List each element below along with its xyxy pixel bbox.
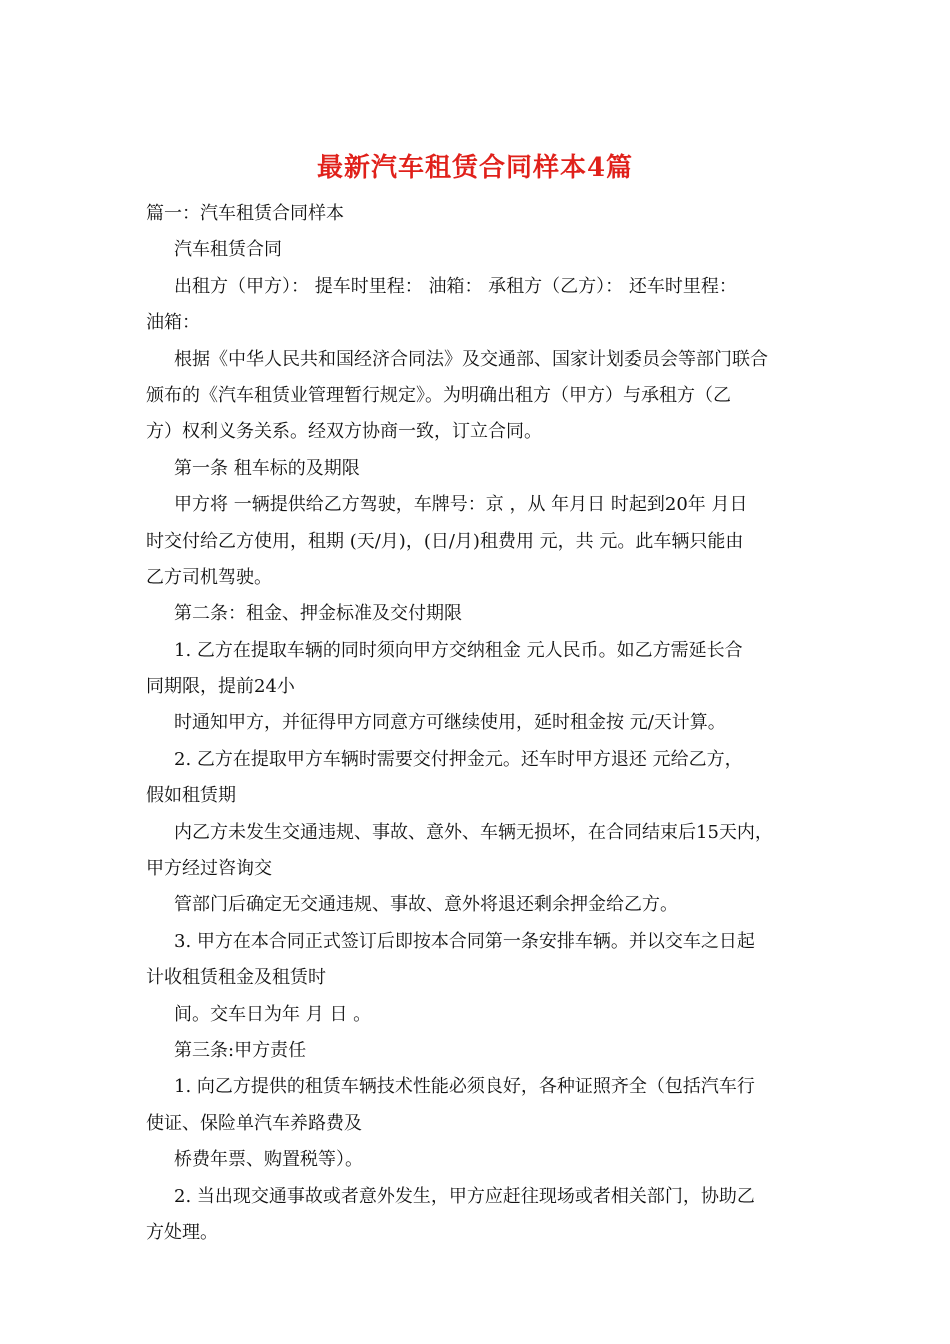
text-line: 2. 当出现交通事故或者意外发生，甲方应赶往现场或者相关部门，协助乙 — [174, 1185, 755, 1207]
text-line: 汽车租赁合同 — [174, 239, 282, 261]
text-line: 第二条：租金、押金标准及交付期限 — [174, 603, 462, 625]
text-line: 1. 乙方在提取车辆的同时须向甲方交纳租金 元人民币。如乙方需延长合 — [174, 639, 743, 661]
text-line: 乙方司机驾驶。 — [146, 566, 272, 588]
document-title: 最新汽车租赁合同样本4篇 — [316, 153, 634, 183]
text-line: 甲方经过咨询交 — [146, 858, 272, 880]
text-line: 第三条:甲方责任 — [174, 1039, 307, 1061]
text-line: 1. 向乙方提供的租赁车辆技术性能必须良好，各种证照齐全（包括汽车行 — [174, 1076, 755, 1098]
text-line: 甲方将 一辆提供给乙方驾驶，车牌号：京 ，从 年月日 时起到20年 月日 — [174, 494, 748, 516]
text-line: 根据《中华人民共和国经济合同法》及交通部、国家计划委员会等部门联合 — [174, 348, 768, 370]
text-line: 桥费年票、购置税等）。 — [174, 1149, 363, 1171]
document-body — [146, 196, 806, 1251]
text-line: 管部门后确定无交通违规、事故、意外将退还剩余押金给乙方。 — [174, 894, 678, 916]
text-line: 使证、保险单汽车养路费及 — [146, 1112, 362, 1134]
text-line: 假如租赁期 — [146, 785, 236, 807]
text-line: 篇一：汽车租赁合同样本 — [146, 203, 344, 224]
text-line: 间。交车日为年 月 日 。 — [174, 1003, 372, 1025]
text-line: 同期限，提前24小 — [146, 676, 295, 698]
text-line: 时交付给乙方使用，租期 (天/月)，(日/月)租费用 元，共 元。此车辆只能由 — [146, 530, 744, 552]
text-line: 3. 甲方在本合同正式签订后即按本合同第一条安排车辆。并以交车之日起 — [174, 930, 755, 952]
text-line: 2. 乙方在提取甲方车辆时需要交付押金元。还车时甲方退还 元给乙方， — [174, 748, 743, 770]
text-line: 内乙方未发生交通违规、事故、意外、车辆无损坏，在合同结束后15天内， — [174, 821, 773, 843]
text-line: 方）权利义务关系。经双方协商一致，订立合同。 — [146, 421, 542, 443]
text-line: 油箱： — [146, 312, 200, 334]
text-line: 颁布的《汽车租赁业管理暂行规定》。为明确出租方（甲方）与承租方（乙 — [146, 384, 731, 406]
text-line: 计收租赁租金及租赁时 — [146, 967, 326, 989]
text-line: 第一条 租车标的及期限 — [174, 457, 360, 479]
text-line: 方处理。 — [146, 1221, 218, 1243]
text-line: 时通知甲方，并征得甲方同意方可继续使用，延时租金按 元/天计算。 — [174, 712, 726, 734]
text-line: 出租方（甲方）： 提车时里程： 油箱： 承租方（乙方）： 还车时里程： — [174, 275, 737, 297]
